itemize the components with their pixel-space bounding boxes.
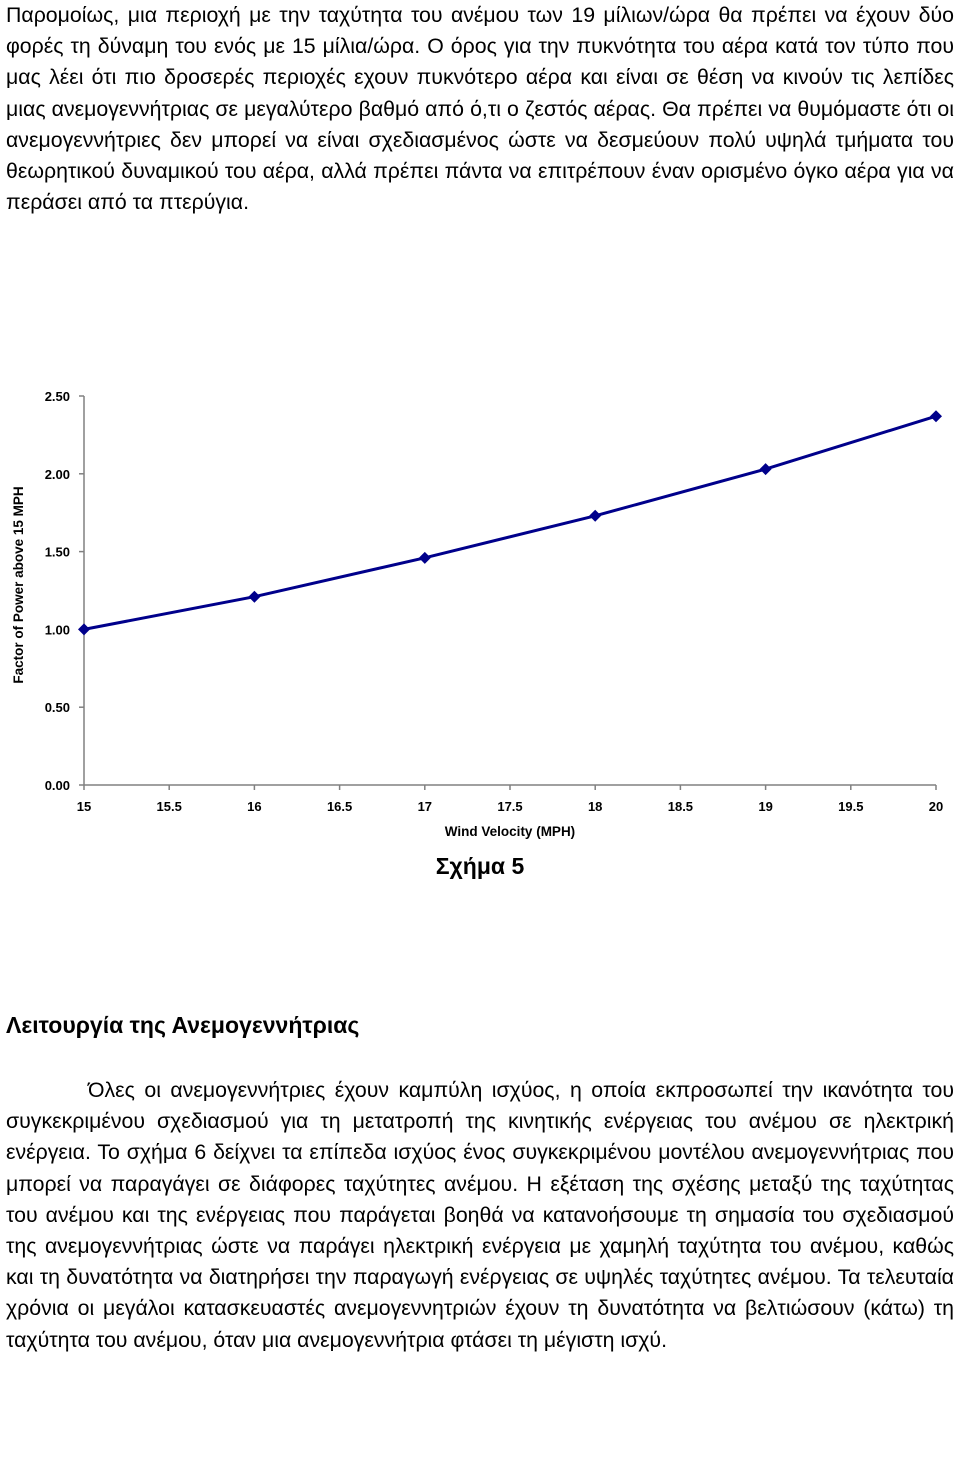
data-point-marker: [248, 591, 260, 603]
y-axis: [79, 396, 84, 785]
y-tick-label: 1.50: [44, 544, 70, 560]
x-tick-label: 15.5: [156, 799, 182, 814]
section-heading: Λειτουργία της Ανεμογεννήτριας: [6, 1012, 360, 1038]
data-point-marker: [419, 552, 431, 564]
x-tick-label: 16.5: [326, 799, 353, 814]
y-tick-label: 1.00: [44, 622, 70, 638]
x-tick-label: 17.5: [497, 799, 523, 814]
series-line: [84, 416, 936, 629]
x-tick-label: 16: [247, 799, 262, 814]
x-tick-label: 15: [76, 799, 92, 814]
series-group: [78, 410, 942, 635]
power-factor-chart: [0, 380, 960, 850]
body-paragraph: [6, 1075, 954, 1356]
data-point-marker: [589, 510, 601, 522]
body-paragraph-text: Όλες οι ανεμογεννήτριες έχουν καμπύλη ισχύος, η οποία εκπροσωπεί την ικανότητα του συγκεκριμένου σχεδιασμού για τη μετατροπή της κινητικής ενέργειας του ανέμου σε ηλεκτρική ενέργεια. Το σχήμα 6 δείχνει τα επίπεδα ισχύος ένος συγκεκριμένου μοντέλου ανεμογεννήτριας που μπορεί να παραγάγει σε διάφορες ταχύτητες ανέμου. Η εξέταση της σχέσης μεταξύ της ταχύτητας του ανέμου και της ενέργειας που παράγεται βοηθά να κατανοήσουμε τη σημασία του σχεδιασμού της ανεμογεννήτριας ώστε να παράγει ηλεκτρική ενέργεια με χαμηλή ταχύτητα του ανέμου, καθώς και τη δυνατότητα να διατηρήσει την παραγωγή ενέργειας σε υψηλές ταχύτητες ανέμου. Τα τελευταία χρόνια οι μεγάλοι κατασκευαστές ανεμογεννητριών έχουν τη δυνατότητα να βελτιώσουν (κάτω) τη ταχύτητα του ανέμου, όταν μια ανεμογεννήτρια φτάσει τη μέγιστη ισχύ.: [6, 1078, 954, 1352]
data-point-marker: [930, 410, 942, 422]
y-tick-label: 0.50: [44, 700, 70, 716]
intro-paragraph-text: Παρομοίως, μια περιοχή με την ταχύτητα του ανέμου των 19 μίλιων/ώρα θα πρέπει να έχουν δύο φορές τη δύναμη του ενός με 15 μίλια/ώρα. Ο όρος για την πυκνότητα του αέρα κατά τον τύπο που μας λέει ότι πιο δροσερές περιοχές εχουν πυκνότερο αέρα και είναι σε θέση να κινούν τις λεπίδες μιας ανεμογεννήτριας σε μεγαλύτερο βαθμό από ό,τι ο ζεστός αέρας. Θα πρέπει να θυμόμαστε ότι οι ανεμογεννήτριες δεν μπορεί να είναι σχεδιασμένος ώστε να δεσμεύουν πολύ υψηλά τμήματα του θεωρητικού δυναμικού του αέρα, αλλά πρέπει πάντα να επιτρέπουν έναν ορισμένο όγκο αέρα για να περάσει από τα πτερύγια.: [6, 3, 954, 215]
y-tick-labels: [45, 389, 70, 793]
x-tick-label: 19.5: [838, 799, 864, 814]
figure-caption: Σχήμα 5: [435, 853, 525, 879]
data-point-marker: [760, 463, 772, 475]
x-axis-label: Wind Velocity (MPH): [444, 824, 576, 839]
x-tick-labels: [77, 799, 943, 814]
x-tick-label: 20: [928, 799, 944, 814]
y-tick-label: 2.00: [44, 466, 70, 482]
x-tick-label: 18.5: [667, 799, 694, 814]
x-tick-label: 17: [417, 799, 433, 814]
data-point-marker: [78, 623, 90, 635]
y-axis-label: Factor of Power above 15 MPH: [11, 486, 26, 684]
x-axis: [84, 785, 936, 790]
intro-paragraph: [6, 0, 954, 218]
x-tick-label: 18: [587, 799, 603, 814]
x-tick-label: 19: [758, 799, 773, 814]
y-tick-label: 2.50: [44, 389, 70, 404]
y-tick-label: 0.00: [44, 778, 70, 793]
